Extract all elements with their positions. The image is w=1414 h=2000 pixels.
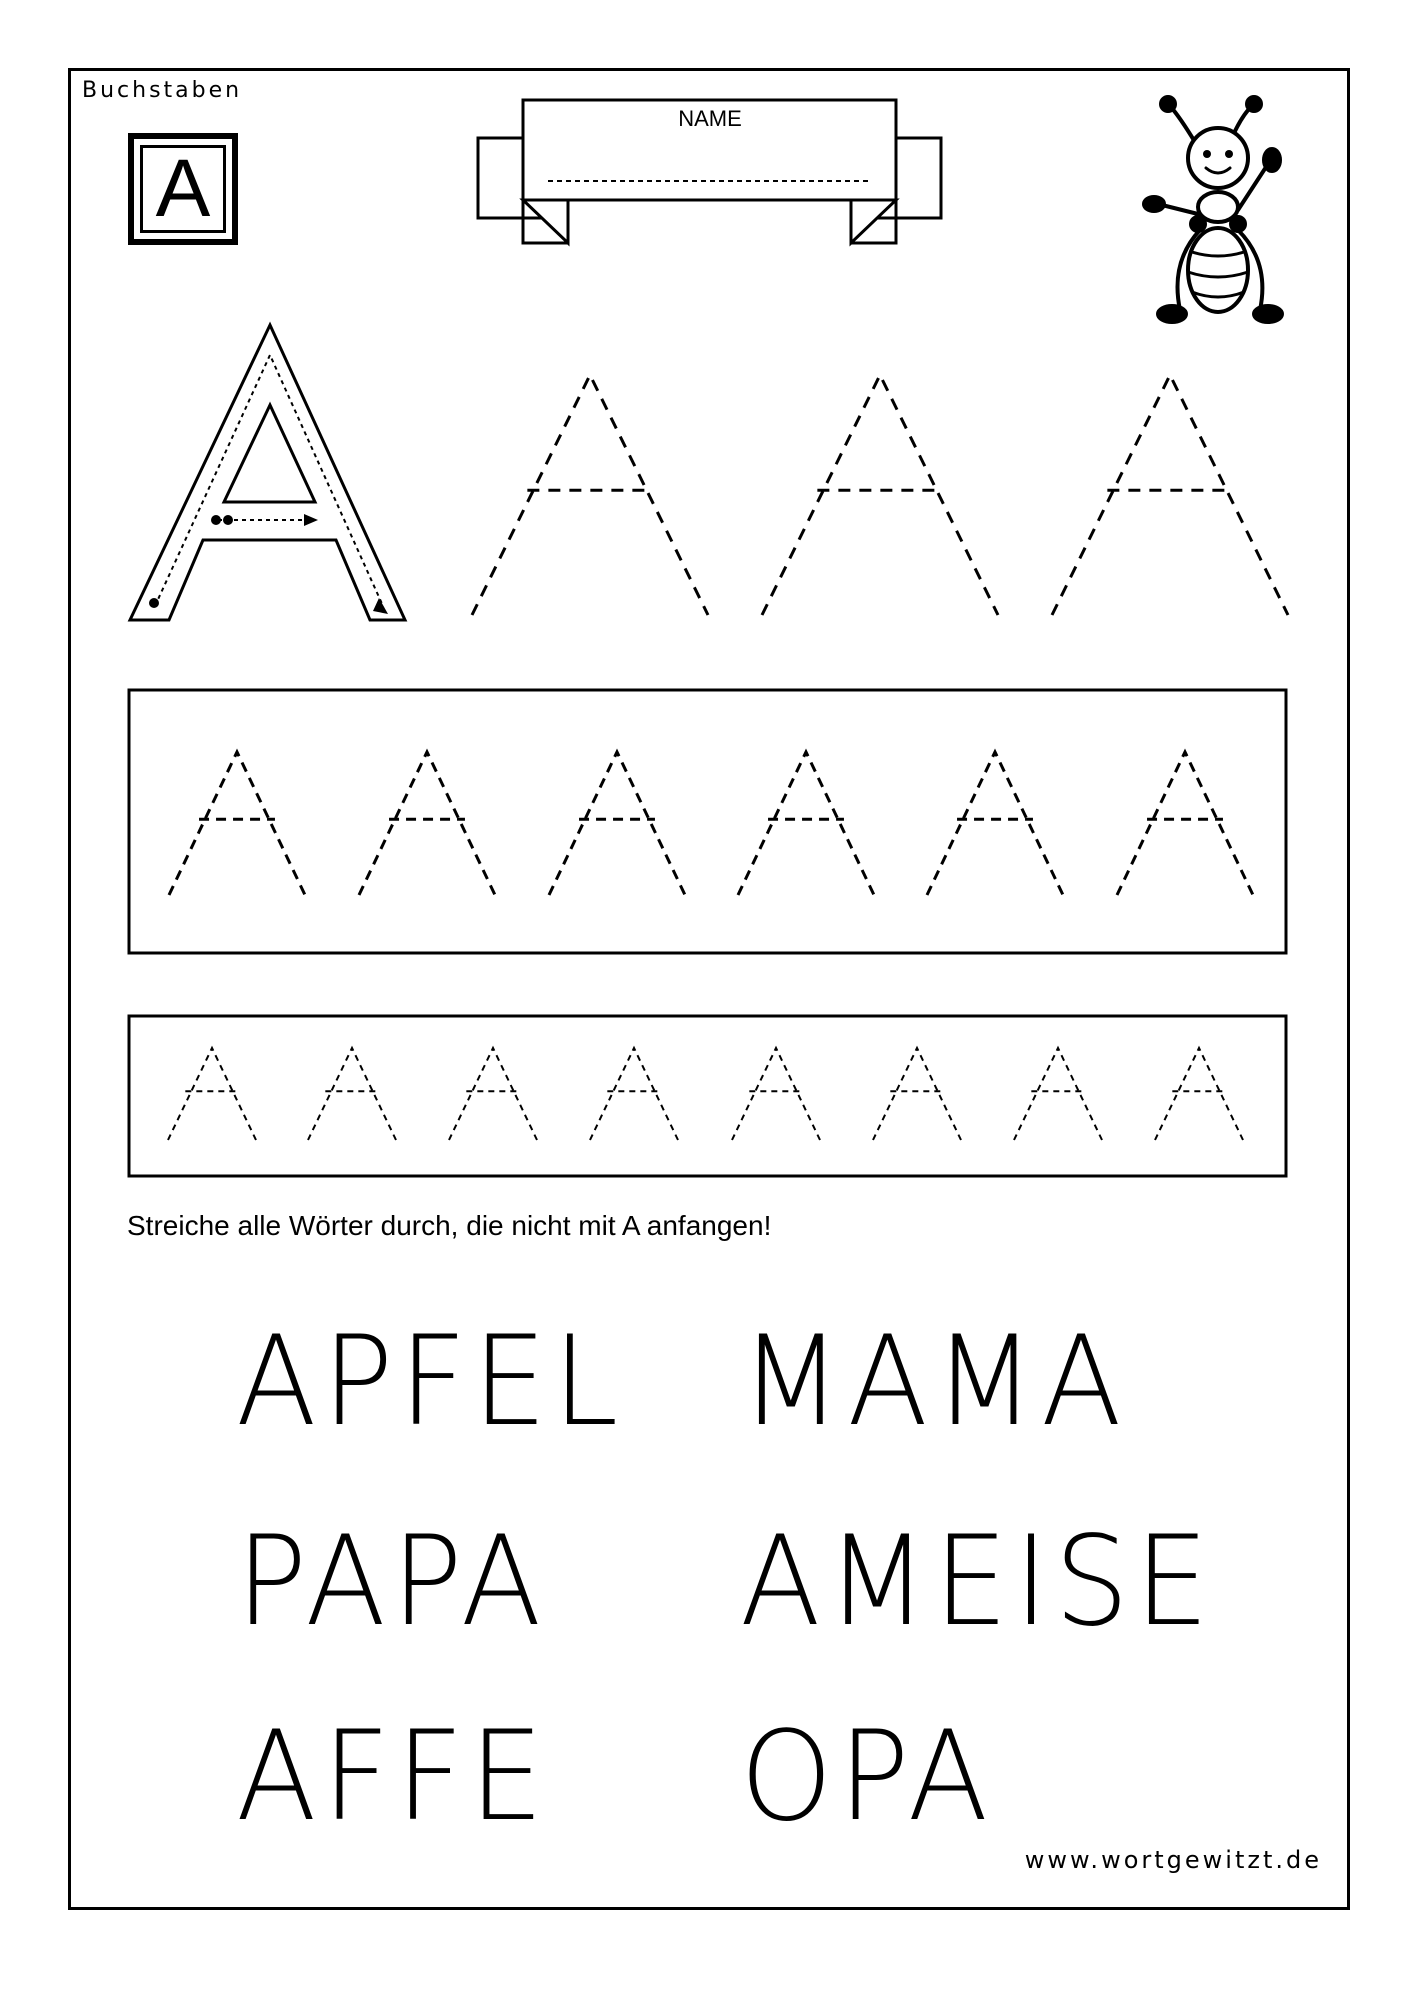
dashed-letter-a-large xyxy=(762,375,998,615)
dashed-letter-a-small xyxy=(732,1048,820,1140)
practice-box-medium xyxy=(129,690,1286,953)
word-papa[interactable]: PAPA xyxy=(236,1510,547,1654)
arrow-head-icon xyxy=(304,514,318,526)
start-dot-icon xyxy=(149,598,159,608)
word-mama[interactable]: MAMA xyxy=(740,1310,1128,1454)
dashed-letter-a-large xyxy=(472,375,708,615)
dashed-letter-a-small xyxy=(1014,1048,1102,1140)
dashed-letter-a-medium xyxy=(549,752,685,895)
dashed-letter-a-small xyxy=(1155,1048,1243,1140)
word-affe[interactable]: AFFE xyxy=(236,1705,550,1849)
word-ameise[interactable]: AMEISE xyxy=(740,1510,1215,1654)
website-footer: www.wortgewitzt.de xyxy=(1024,1846,1322,1874)
word-apfel[interactable]: APFEL xyxy=(236,1310,624,1454)
start-dot-icon xyxy=(211,515,221,525)
dashed-letter-a-small xyxy=(449,1048,537,1140)
dashed-letter-a-small xyxy=(168,1048,256,1140)
word-opa[interactable]: OPA xyxy=(740,1705,994,1849)
start-dot-icon xyxy=(223,515,233,525)
practice-box-small xyxy=(129,1016,1286,1176)
dashed-letter-a-medium xyxy=(359,752,495,895)
instruction-text: Streiche alle Wörter durch, die nicht mit A anfangen! xyxy=(127,1210,772,1241)
category-label: Buchstaben xyxy=(82,78,243,103)
dashed-letter-a-small xyxy=(873,1048,961,1140)
dashed-letter-a-medium xyxy=(927,752,1063,895)
outlined-letter-a xyxy=(130,325,405,620)
dashed-letter-a-large xyxy=(1052,375,1288,615)
name-label: NAME xyxy=(678,106,742,131)
dashed-letter-a-medium xyxy=(169,752,305,895)
dashed-letter-a-medium xyxy=(1117,752,1253,895)
dashed-letter-a-medium xyxy=(738,752,874,895)
dashed-letter-a-small xyxy=(308,1048,396,1140)
letter-box-letter: A xyxy=(140,145,226,233)
dashed-letter-a-small xyxy=(590,1048,678,1140)
